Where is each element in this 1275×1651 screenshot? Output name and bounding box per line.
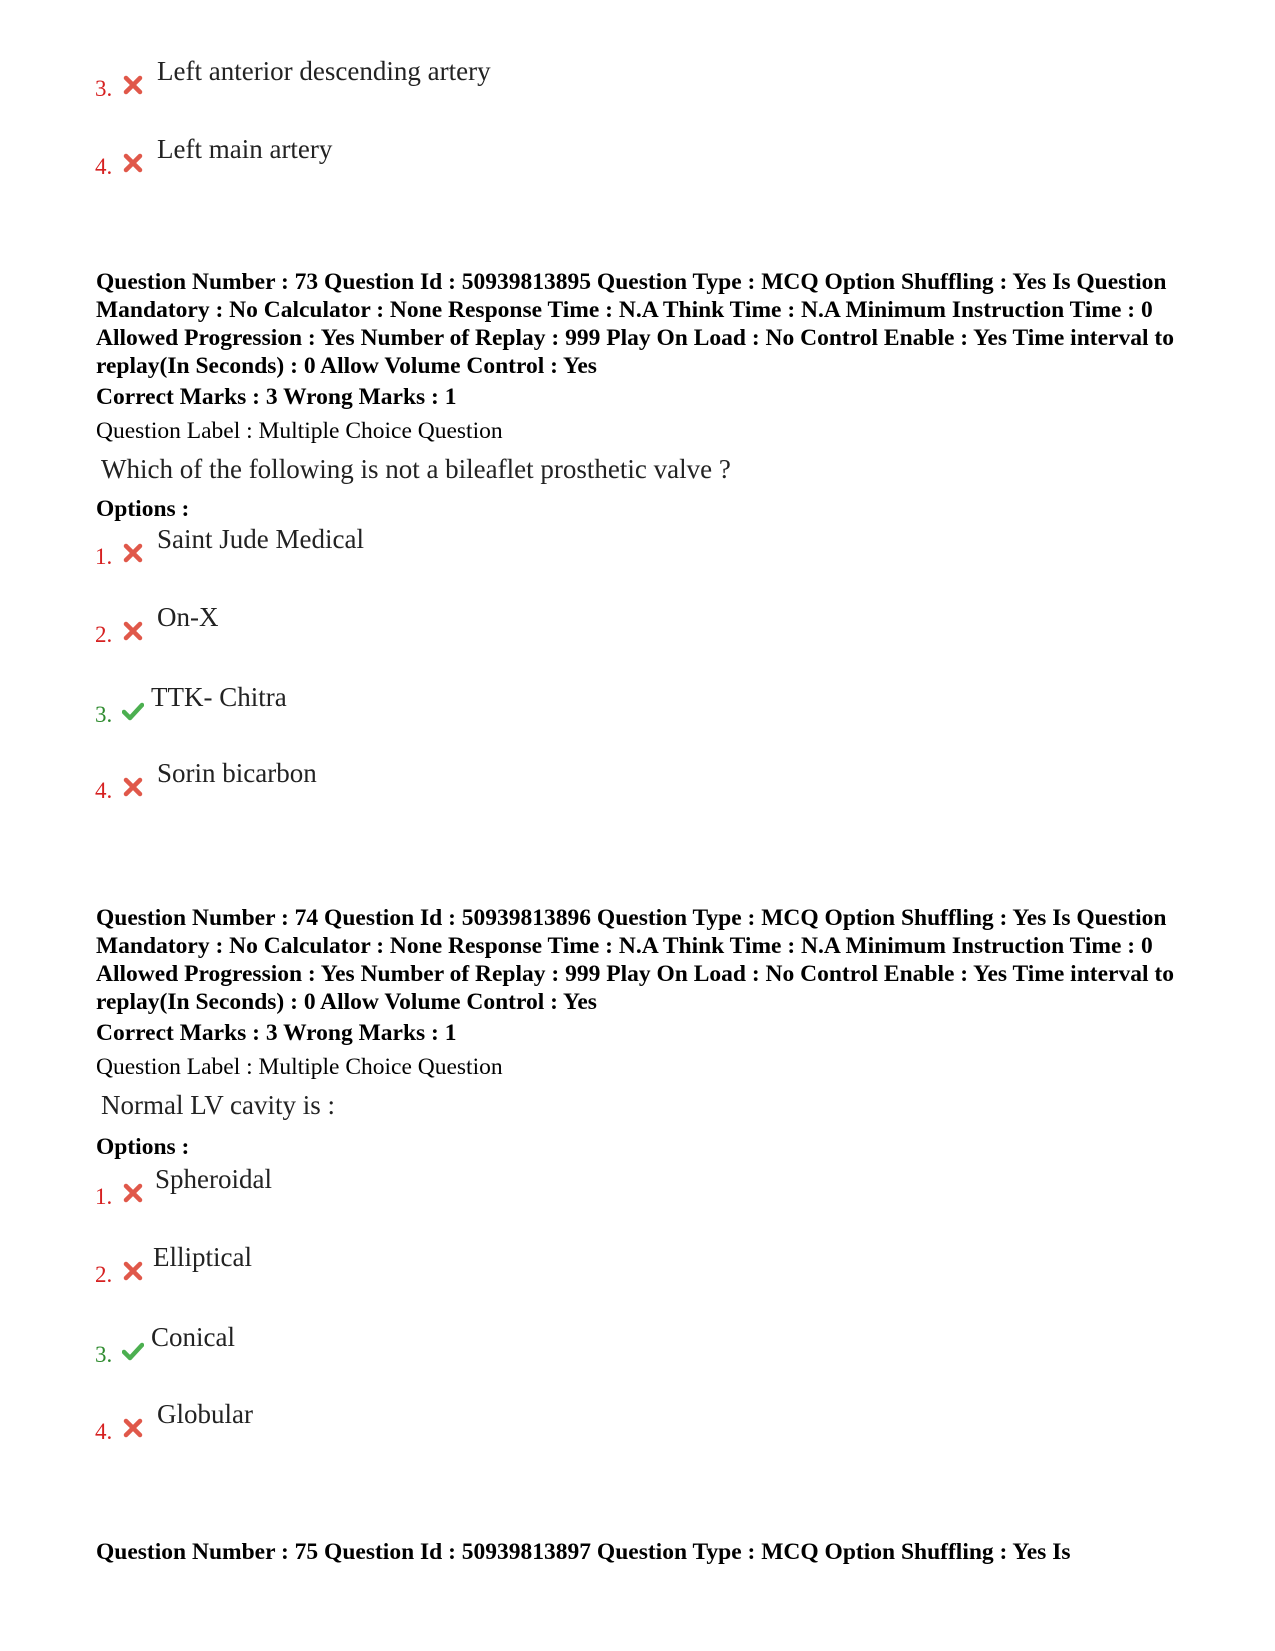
cross-icon xyxy=(122,1182,144,1204)
option-number: 2. xyxy=(95,1262,113,1287)
question-label: Question Label : Multiple Choice Question xyxy=(96,418,503,444)
question-meta: Question Number : 74 Question Id : 50939813896 Question Type : MCQ Option Shuffling : Yes Is Question Mandatory : No Calculator : None Response Time : N.A Think Time : N.A Minimum Instruction Time : 0 Allowed Progression : Yes Number of Replay : 999 Play On Load : No Control Enable : Yes Time interval to replay(In Seconds) : 0 Allow Volume Control : Yes xyxy=(96,905,1174,1015)
option-text: TTK- Chitra xyxy=(151,682,287,712)
option-text: Left anterior descending artery xyxy=(157,56,491,86)
cross-icon xyxy=(122,776,144,798)
check-icon xyxy=(122,700,144,722)
option-text: Spheroidal xyxy=(155,1164,272,1194)
option-number: 3. xyxy=(95,1342,113,1367)
check-icon xyxy=(122,1340,144,1362)
cross-icon xyxy=(122,1260,144,1282)
option-number: 4. xyxy=(95,778,113,803)
question-marks: Correct Marks : 3 Wrong Marks : 1 xyxy=(96,384,457,410)
cross-icon xyxy=(122,620,144,642)
cross-icon xyxy=(122,1417,144,1439)
option-text: Conical xyxy=(151,1322,235,1352)
option-number: 3. xyxy=(95,76,113,101)
option-text: On-X xyxy=(157,602,219,632)
option-number: 4. xyxy=(95,1419,113,1444)
question-meta: Question Number : 75 Question Id : 50939813897 Question Type : MCQ Option Shuffling : Yes Is xyxy=(96,1539,1071,1565)
question-marks: Correct Marks : 3 Wrong Marks : 1 xyxy=(96,1020,457,1046)
question-text: Normal LV cavity is : xyxy=(101,1090,335,1120)
option-number: 1. xyxy=(95,1184,113,1209)
cross-icon xyxy=(122,542,144,564)
question-meta: Question Number : 73 Question Id : 50939813895 Question Type : MCQ Option Shuffling : Yes Is Question Mandatory : No Calculator : None Response Time : N.A Think Time : N.A Minimum Instruction Time : 0 Allowed Progression : Yes Number of Replay : 999 Play On Load : No Control Enable : Yes Time interval to replay(In Seconds) : 0 Allow Volume Control : Yes xyxy=(96,269,1174,379)
option-number: 3. xyxy=(95,702,113,727)
options-header: Options : xyxy=(96,496,190,522)
option-number: 2. xyxy=(95,622,113,647)
option-text: Saint Jude Medical xyxy=(157,524,364,554)
option-text: Sorin bicarbon xyxy=(157,758,317,788)
question-label: Question Label : Multiple Choice Question xyxy=(96,1054,503,1080)
option-text: Left main artery xyxy=(157,134,333,164)
cross-icon xyxy=(122,152,144,174)
options-header: Options : xyxy=(96,1134,190,1160)
option-number: 4. xyxy=(95,154,113,179)
option-number: 1. xyxy=(95,544,113,569)
option-text: Globular xyxy=(157,1399,253,1429)
question-text: Which of the following is not a bileaflet prosthetic valve ? xyxy=(101,454,731,484)
option-text: Elliptical xyxy=(153,1242,252,1272)
cross-icon xyxy=(122,74,144,96)
